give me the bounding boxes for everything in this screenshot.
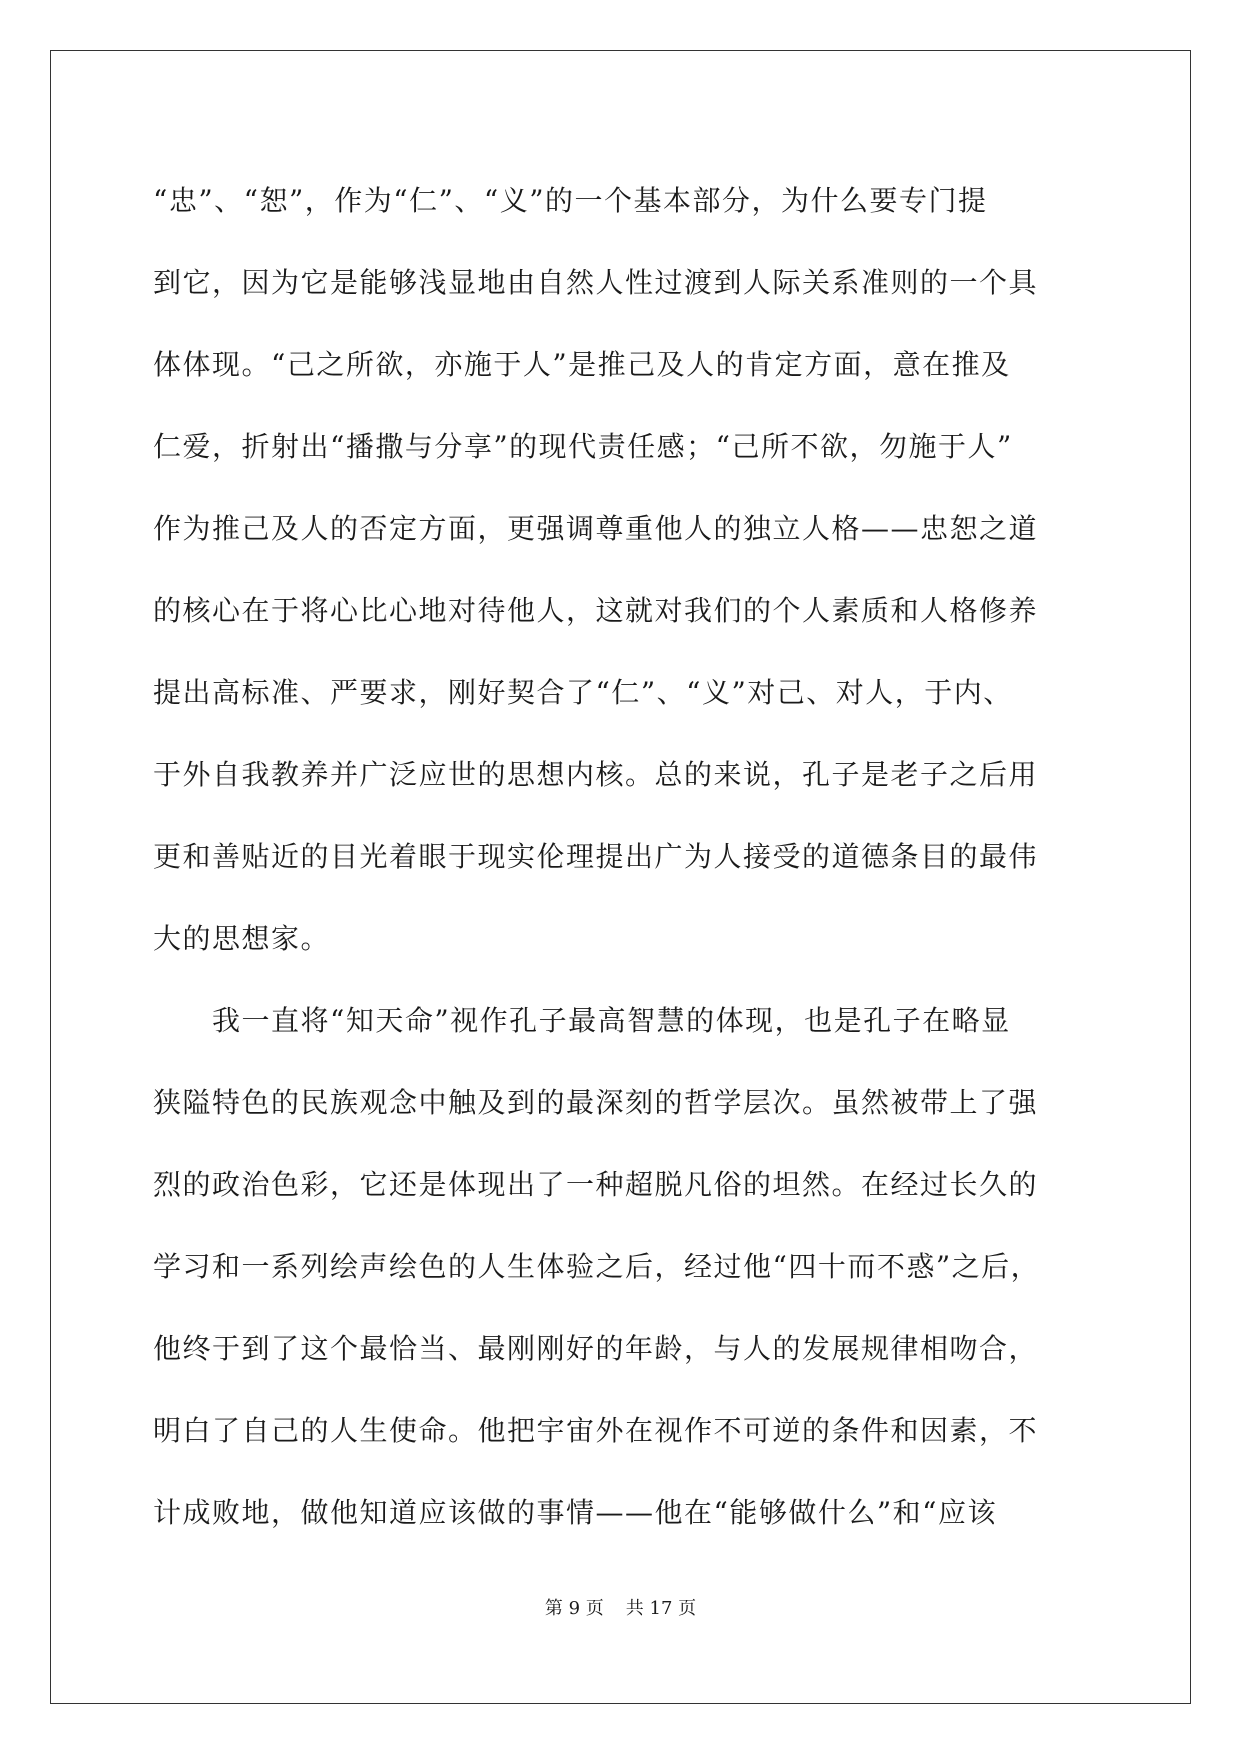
text-line: 仁爱，折射出“播撒与分享”的现代责任感；“己所不欲，勿施于人”	[153, 430, 1013, 463]
text-line: “忠”、“恕”，作为“仁”、“义”的一个基本部分，为什么要专门提	[153, 184, 988, 217]
text-line: 的核心在于将心比心地对待他人，这就对我们的个人素质和人格修养	[153, 594, 1039, 627]
text-line: 我一直将“知天命”视作孔子最高智慧的体现，也是孔子在略显	[153, 1004, 1011, 1037]
paragraph-2	[153, 980, 1093, 1554]
text-line: 到它，因为它是能够浅显地由自然人性过渡到人际关系准则的一个具	[153, 266, 1039, 299]
text-line: 大的思想家。	[153, 922, 331, 955]
page-total: 共 17 页	[625, 1598, 697, 1619]
text-line: 狭隘特色的民族观念中触及到的最深刻的哲学层次。虽然被带上了强	[153, 1086, 1039, 1119]
text-line: 明白了自己的人生使命。他把宇宙外在视作不可逆的条件和因素，不	[153, 1414, 1039, 1447]
text-line: 提出高标准、严要求，刚好契合了“仁”、“义”对己、对人，于内、	[153, 676, 1013, 709]
text-line: 于外自我教养并广泛应世的思想内核。总的来说，孔子是老子之后用	[153, 758, 1039, 791]
text-line: 计成败地，做他知道应该做的事情——他在“能够做什么”和“应该	[153, 1496, 997, 1529]
text-line: 他终于到了这个最恰当、最刚刚好的年龄，与人的发展规律相吻合，	[153, 1332, 1039, 1365]
page-number: 第 9 页	[544, 1598, 604, 1619]
document-body	[153, 160, 1093, 1554]
page-footer	[0, 1594, 1241, 1620]
text-line: 作为推己及人的否定方面，更强调尊重他人的独立人格——忠恕之道	[153, 512, 1039, 545]
text-line: 体体现。“己之所欲，亦施于人”是推己及人的肯定方面，意在推及	[153, 348, 1011, 381]
text-line: 烈的政治色彩，它还是体现出了一种超脱凡俗的坦然。在经过长久的	[153, 1168, 1039, 1201]
text-line: 学习和一系列绘声绘色的人生体验之后，经过他“四十而不惑”之后，	[153, 1250, 1041, 1283]
paragraph-1	[153, 160, 1093, 980]
text-line: 更和善贴近的目光着眼于现实伦理提出广为人接受的道德条目的最伟	[153, 840, 1039, 873]
